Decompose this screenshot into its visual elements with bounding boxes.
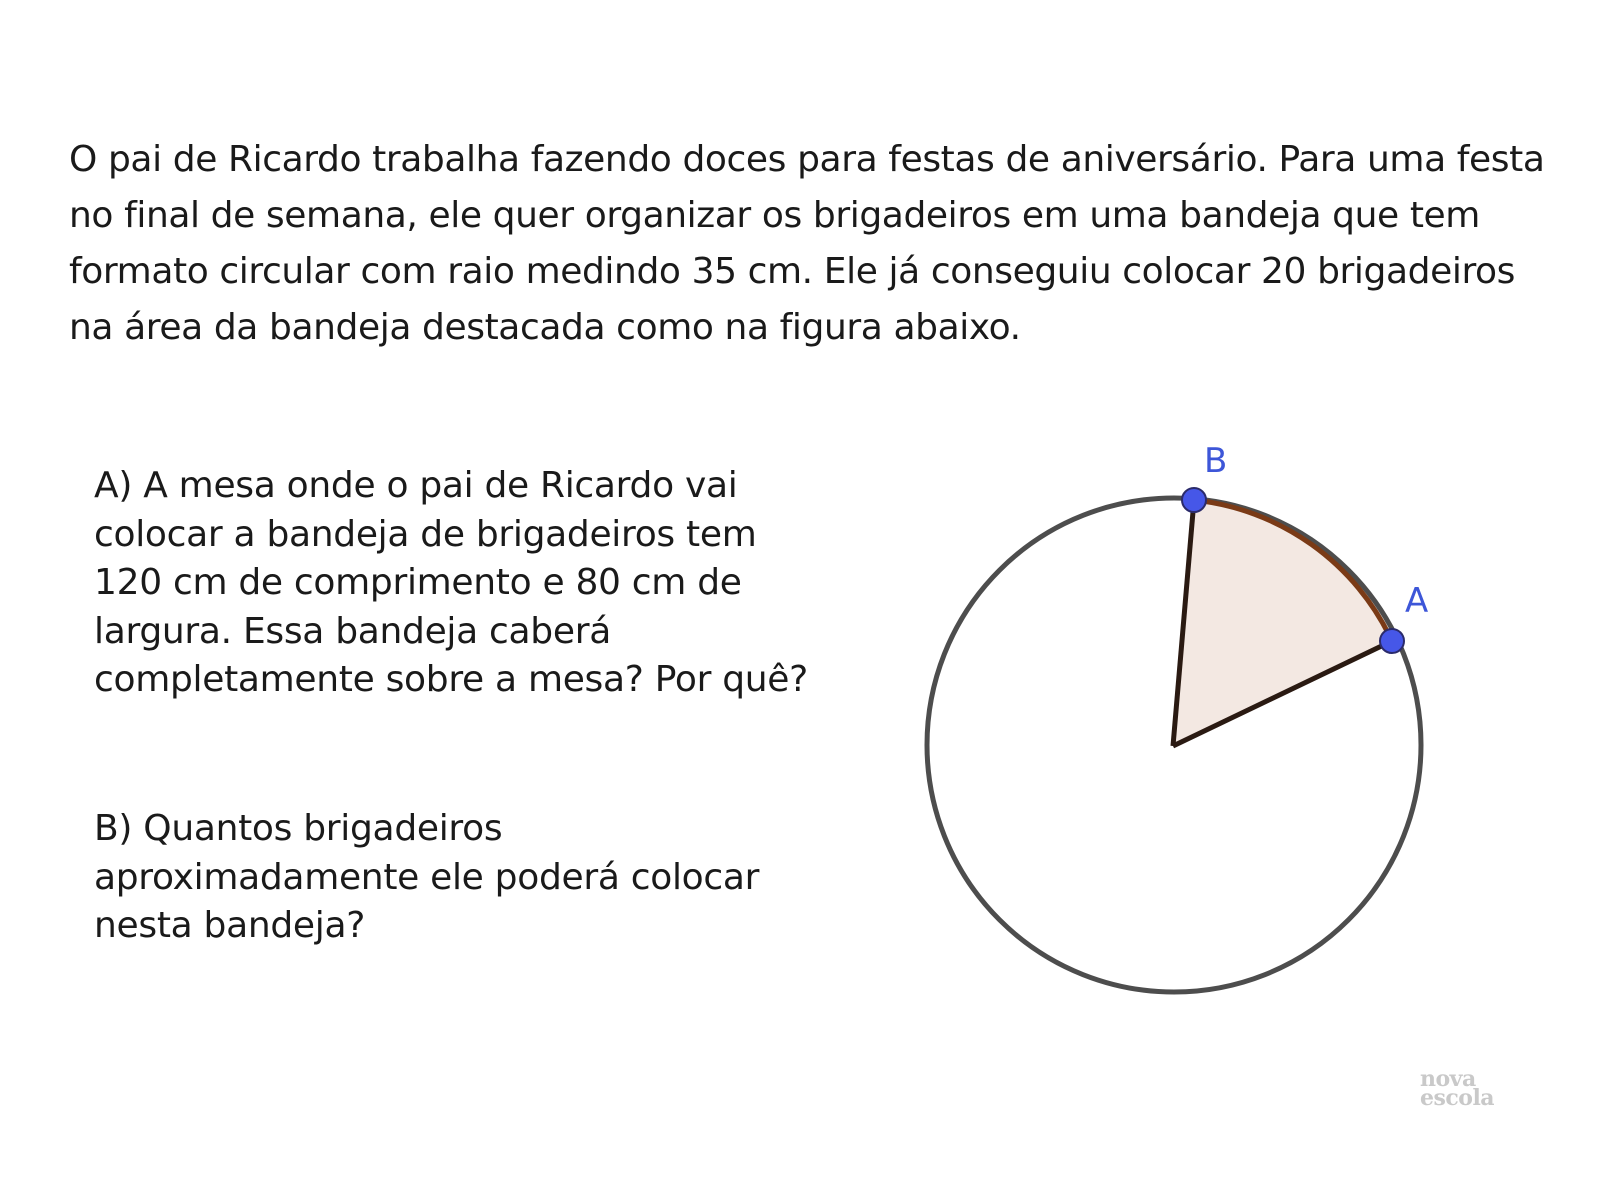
nova-escola-logo [1420,1066,1495,1111]
logo-line-2: escola [1420,1085,1495,1111]
question-a: A) A mesa onde o pai de Ricardo vai colocar a bandeja de brigadeiros tem 120 cm de comprimento e 80 cm de largura. Essa bandeja caberá completamente sobre a mesa? Por quê? [94,465,808,700]
highlighted-sector [1173,500,1392,746]
point-b-label: B [1204,441,1228,481]
point-a [1380,629,1404,653]
logo-line-1: nova [1420,1066,1476,1092]
problem-statement: O pai de Ricardo trabalha fazendo doces para festas de aniversário. Para uma festa no final de semana, ele quer organizar os brigadeiros em uma bandeja que tem formato circular com raio medindo 35 cm. Ele já conseguiu colocar 20 brigadeiros na área da bandeja destacada como na figura abaixo. [69,139,1545,348]
point-b [1182,488,1206,512]
point-a-label: A [1405,581,1429,621]
question-b: B) Quantos brigadeiros aproximadamente ele poderá colocar nesta bandeja? [94,808,760,946]
